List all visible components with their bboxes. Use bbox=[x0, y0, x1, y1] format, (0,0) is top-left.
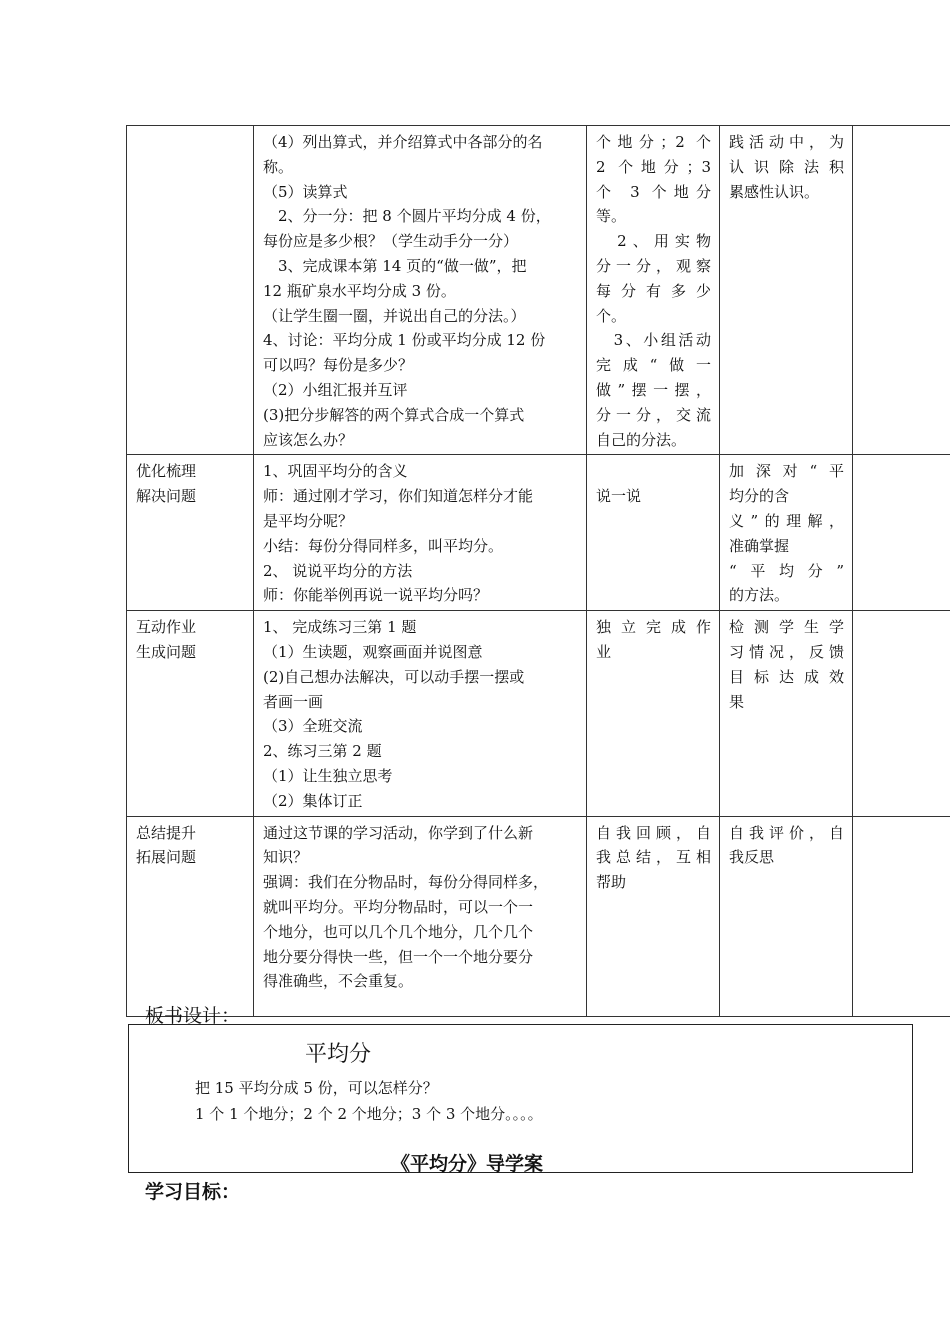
cell-line: 我总结，互相 bbox=[596, 848, 711, 867]
cell-line: 2、 说说平均分的方法 bbox=[263, 561, 413, 580]
cell-line: 2、练习三第 2 题 bbox=[263, 742, 382, 761]
board-design-box bbox=[128, 1024, 913, 1173]
cell-line: 认识除法积 bbox=[729, 157, 844, 176]
board-design-label: 板书设计： bbox=[145, 1005, 241, 1027]
cell-line: 说一说 bbox=[596, 487, 642, 506]
cell-line: 自我评价，自 bbox=[729, 823, 844, 842]
cell-line: 业 bbox=[596, 642, 612, 661]
cell-line: 做”摆一摆， bbox=[596, 380, 711, 399]
board-line-2: 1 个 1 个地分；2 个 2 个地分；3 个 3 个地分。。。。 bbox=[195, 1105, 543, 1123]
cell-line: 独立完成作 bbox=[596, 618, 711, 637]
cell-line: （2）集体订正 bbox=[263, 791, 363, 810]
cell-line: 是平均分呢？ bbox=[263, 511, 354, 530]
cell-line: 优化梳理 bbox=[136, 462, 197, 481]
cell-line: 师：你能举例再说一说平均分吗？ bbox=[263, 586, 489, 605]
cell-line: 检测学生学 bbox=[729, 618, 844, 637]
cell-line: 就叫平均分。平均分物品时，可以一个一 bbox=[263, 897, 534, 916]
cell-line: (2)自己想办法解决，可以动手摆一摆或 bbox=[263, 667, 525, 686]
student-activity-cell bbox=[587, 816, 720, 1016]
cell-line: 3、小组活动 bbox=[596, 331, 711, 350]
design-intent-cell bbox=[720, 126, 853, 455]
learning-goals-heading: 学习目标： bbox=[145, 1181, 241, 1203]
teacher-activity-cell bbox=[254, 816, 587, 1016]
cell-line: 3、完成课本第 14 页的“做一做”，把 bbox=[263, 256, 527, 275]
cell-line: （1）让生独立思考 bbox=[263, 766, 393, 785]
cell-line: 习情况，反馈 bbox=[729, 642, 844, 661]
cell-line: 互动作业 bbox=[136, 618, 197, 637]
cell-line: 解决问题 bbox=[136, 487, 197, 506]
cell-line: 的方法。 bbox=[729, 586, 790, 605]
cell-line: 拓展问题 bbox=[136, 848, 197, 867]
cell-line: 2、分一分：把 8 个圆片平均分成 4 份， bbox=[263, 207, 551, 226]
design-intent-cell bbox=[720, 455, 853, 611]
note-cell bbox=[853, 126, 950, 455]
cell-line: 知识？ bbox=[263, 848, 309, 867]
cell-line: 2、用实物 bbox=[596, 232, 711, 251]
cell-line: 自己的分法。 bbox=[596, 430, 687, 449]
cell-line: 自我回顾，自 bbox=[596, 823, 711, 842]
cell-line: 个地分；2 个 bbox=[596, 133, 711, 151]
cell-line: （4）列出算式，并介绍算式中各部分的名 bbox=[263, 133, 543, 151]
board-title: 平均分 bbox=[305, 1042, 372, 1067]
table-row bbox=[127, 455, 950, 611]
cell-line: 践活动中，为 bbox=[729, 133, 844, 151]
cell-line: （2）小组汇报并互评 bbox=[263, 380, 408, 399]
cell-line: 12 瓶矿泉水平均分成 3 份。 bbox=[263, 281, 456, 300]
cell-line: 果 bbox=[729, 692, 745, 711]
cell-line: 强调：我们在分物品时，每份分得同样多， bbox=[263, 873, 549, 892]
cell-line: 1、巩固平均分的含义 bbox=[263, 462, 408, 481]
cell-line: 个。 bbox=[596, 306, 627, 325]
design-intent-cell bbox=[720, 611, 853, 816]
cell-line: （3）全班交流 bbox=[263, 717, 363, 736]
cell-line: 生成问题 bbox=[136, 642, 197, 661]
cell-line: 个地分，也可以几个几个地分，几个几个 bbox=[263, 922, 534, 941]
cell-line: 地分要分得快一些，但一个一个地分要分 bbox=[263, 947, 534, 966]
cell-line: 总结提升 bbox=[136, 823, 197, 842]
document-title: 《平均分》导学案 bbox=[391, 1153, 544, 1175]
cell-line: 得准确些，不会重复。 bbox=[263, 972, 414, 991]
cell-line: （5）读算式 bbox=[263, 182, 348, 201]
cell-line: 通过这节课的学习活动，你学到了什么新 bbox=[263, 823, 534, 842]
cell-line: 均分的含 bbox=[729, 487, 790, 506]
design-intent-cell bbox=[720, 816, 853, 1016]
stage-cell bbox=[127, 455, 254, 611]
note-cell bbox=[853, 611, 950, 816]
cell-line: 目标达成效 bbox=[729, 667, 844, 686]
student-activity-cell bbox=[587, 611, 720, 816]
stage-cell bbox=[127, 611, 254, 816]
cell-line: 等。 bbox=[596, 207, 627, 226]
cell-line: 义”的理解， bbox=[729, 511, 844, 530]
cell-line: 应该怎么办？ bbox=[263, 430, 354, 449]
note-cell bbox=[853, 816, 950, 1016]
stage-cell bbox=[127, 126, 254, 455]
cell-line: 1、 完成练习三第 1 题 bbox=[263, 618, 417, 637]
teacher-activity-cell bbox=[254, 455, 587, 611]
cell-line: 累感性认识。 bbox=[729, 182, 820, 201]
teacher-activity-cell bbox=[254, 126, 587, 455]
cell-line: 每份应是多少根？（学生动手分一分） bbox=[263, 232, 519, 251]
cell-line: 师：通过刚才学习，你们知道怎样分才能 bbox=[263, 487, 534, 506]
cell-line: 分一分，观察 bbox=[596, 256, 711, 275]
teacher-activity-cell bbox=[254, 611, 587, 816]
table-row bbox=[127, 611, 950, 816]
cell-line: 小结：每份分得同样多，叫平均分。 bbox=[263, 536, 504, 555]
cell-line: 可以吗？每份是多少？ bbox=[263, 356, 414, 375]
student-activity-cell bbox=[587, 455, 720, 611]
cell-line: 称。 bbox=[263, 157, 294, 176]
cell-line: 4、讨论：平均分成 1 份或平均分成 12 份 bbox=[263, 331, 546, 350]
cell-line: 加深对“平 bbox=[729, 462, 844, 481]
cell-line: 2 个地分；3 bbox=[596, 157, 711, 176]
cell-line: （1）生读题，观察画面并说图意 bbox=[263, 642, 483, 661]
cell-line: 我反思 bbox=[729, 848, 775, 867]
cell-line: 者画一画 bbox=[263, 692, 324, 711]
cell-line: 帮助 bbox=[596, 873, 627, 892]
cell-line: 准确掌握 bbox=[729, 536, 790, 555]
cell-line: “平均分” bbox=[729, 561, 844, 580]
note-cell bbox=[853, 455, 950, 611]
table-row bbox=[127, 816, 950, 1016]
cell-line: (3)把分步解答的两个算式合成一个算式 bbox=[263, 405, 525, 424]
cell-line bbox=[596, 459, 711, 484]
cell-line: （让学生圈一圈，并说出自己的分法。） bbox=[263, 306, 526, 325]
student-activity-cell bbox=[587, 126, 720, 455]
cell-line: 个 3 个地分 bbox=[596, 182, 711, 201]
cell-line: 完成“做一 bbox=[596, 356, 711, 375]
board-line-1: 把 15 平均分成 5 份，可以怎样分？ bbox=[195, 1079, 438, 1097]
table-row bbox=[127, 126, 950, 455]
cell-line: 分一分，交流 bbox=[596, 405, 711, 424]
cell-line: 每分有多少 bbox=[596, 281, 711, 300]
lesson-plan-table bbox=[126, 125, 950, 1017]
stage-cell bbox=[127, 816, 254, 1016]
